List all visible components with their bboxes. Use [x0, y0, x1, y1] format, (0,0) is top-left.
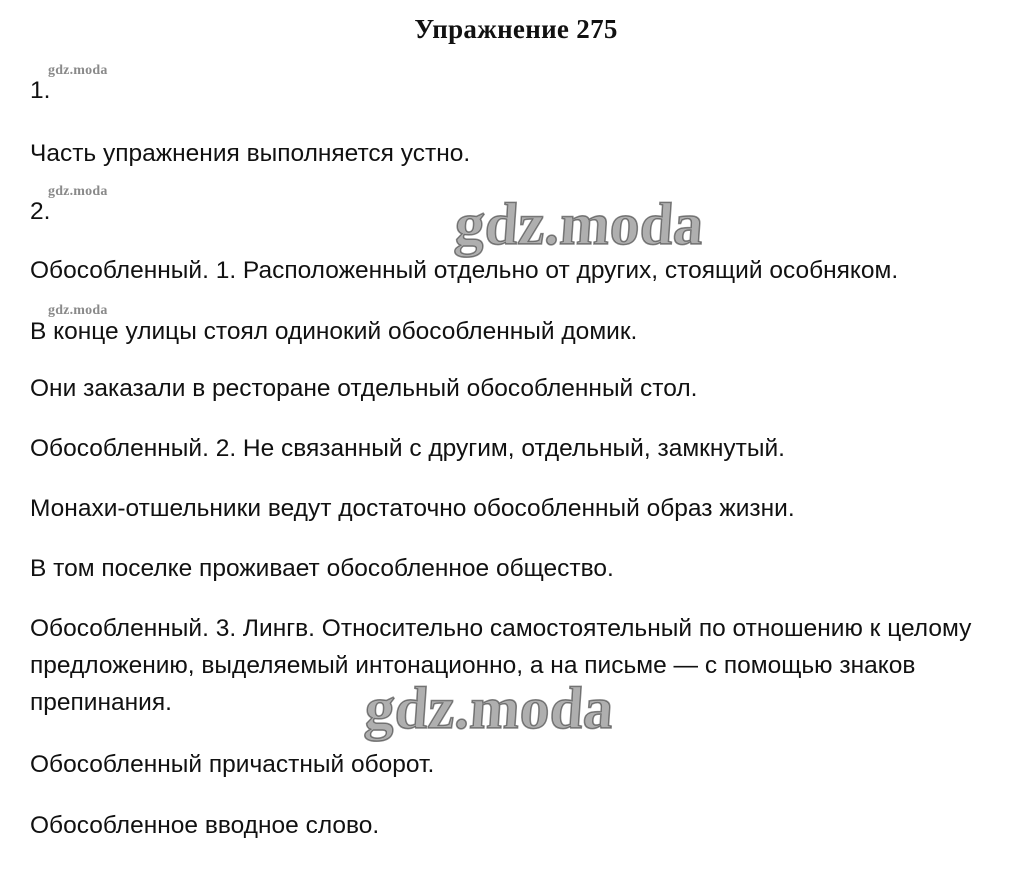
definition-line: Обособленный. 2. Не связанный с другим, отдельный, замкнутый.	[30, 435, 785, 462]
oral-note: Часть упражнения выполняется устно.	[30, 140, 471, 167]
watermark-large: gdz.moda	[362, 675, 616, 741]
watermark-small: gdz.moda	[48, 184, 108, 199]
example-line: Обособленный причастный оборот.	[30, 751, 435, 778]
example-line: В конце улицы стоял одинокий обособленный домик.	[30, 318, 638, 345]
example-line: В том поселке проживает обособленное общество.	[30, 555, 614, 582]
example-line: Обособленное вводное слово.	[30, 812, 380, 839]
watermark-small: gdz.moda	[48, 63, 108, 78]
exercise-title: Упражнение 275	[414, 14, 618, 44]
item-number-2: 2.	[30, 198, 51, 225]
item-number-1: 1.	[30, 77, 51, 104]
example-line: Монахи-отшельники ведут достаточно обособленный образ жизни.	[30, 495, 795, 522]
definition-line: Обособленный. 1. Расположенный отдельно от других, стоящий особняком.	[30, 257, 899, 284]
watermark-large: gdz.moda	[452, 191, 706, 257]
watermark-small: gdz.moda	[48, 303, 108, 318]
definition-paragraph: Обособленный. 3. Лингв. Относительно самостоятельный по отношению к целому предложению, выделяемый интонационно, а на письме — с помощью знаков препинания.	[30, 615, 972, 716]
example-line: Они заказали в ресторане отдельный обособленный стол.	[30, 375, 698, 402]
